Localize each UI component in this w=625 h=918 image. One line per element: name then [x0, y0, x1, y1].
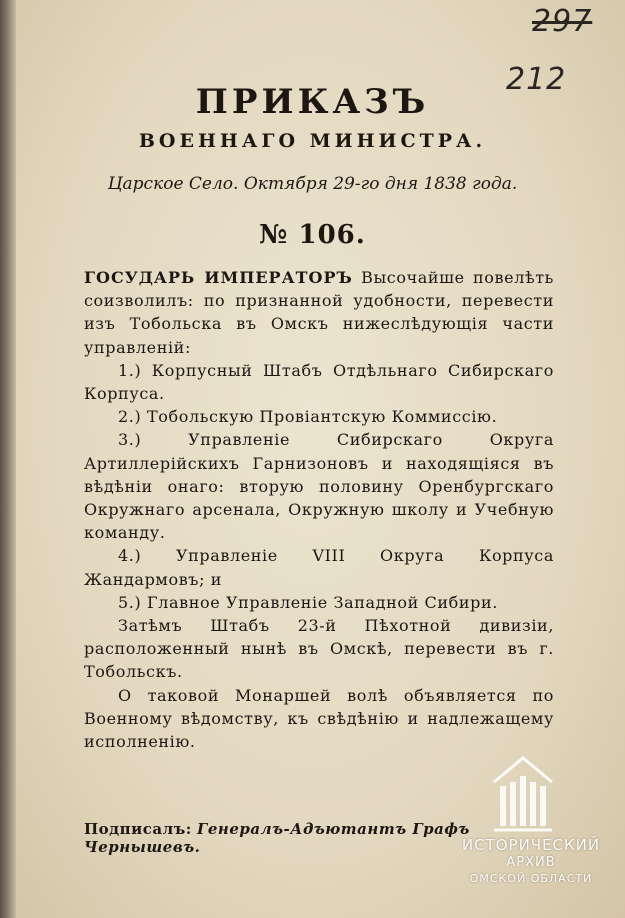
list-item: 5.) Главное Управленіе Западной Сибири. — [118, 592, 498, 612]
order-number: № 106. — [259, 220, 366, 250]
signature-label: Подписалъ: — [84, 820, 192, 838]
signature-name: Генералъ-Адъютантъ Графъ Чернышевъ. — [84, 820, 470, 856]
list-item: 4.) Управленіе VIII Округа Корпуса Жандармовъ; и — [84, 546, 554, 589]
paragraph-announcement: О таковой Монаршей волѣ объявляется по Военному вѣдомству, къ свѣдѣнію и надлежащему исполненію. — [84, 685, 554, 752]
list-item: 1.) Корпусный Штабъ Отдѣльнаго Сибирскаго Корпуса. — [84, 360, 554, 404]
archive-logo-icon — [488, 742, 558, 838]
watermark-line-2: АРХИВ — [506, 855, 556, 870]
archive-watermark — [456, 836, 606, 887]
order-body — [84, 266, 554, 753]
intro-text: Высочайше повелѣть соизволилъ: по признанной удобности, перевести изъ Тобольска въ Омскъ нижеслѣдующія части управленій: — [84, 268, 554, 357]
document-title: ПРИКАЗЪ — [195, 82, 430, 122]
list-item: 3.) Управленіе Сибирскаго Округа Артиллерійскихъ Гарнизоновъ и находящіяся въ вѣдѣніи онаго: вторую половину Оренбургскаго Окружнаго арсенала, Окружную школу и Учебную команду. — [84, 430, 554, 543]
archive-number: 212 — [506, 62, 567, 97]
paragraph-transfer: Затѣмъ Штабъ 23-й Пѣхотной дивизіи, расположенный нынѣ въ Омскѣ, перевести въ г. Тобольскъ. — [84, 616, 554, 682]
intro-lead: ГОСУДАРЬ ИМПЕРАТОРЪ — [84, 268, 353, 287]
document-subtitle: ВОЕННАГО МИНИСТРА. — [138, 130, 487, 152]
intro-paragraph — [84, 266, 554, 359]
watermark-line-3: ОМСКОЙ ОБЛАСТИ — [469, 872, 593, 885]
watermark-line-1: ИСТОРИЧЕСКИЙ — [461, 836, 601, 854]
list-item: 2.) Тобольскую Провіантскую Коммиссію. — [118, 407, 498, 427]
crossed-archive-number: 297 — [532, 4, 593, 39]
place-and-date: Царское Село. Октября 29-го дня 1838 года. — [107, 174, 518, 194]
